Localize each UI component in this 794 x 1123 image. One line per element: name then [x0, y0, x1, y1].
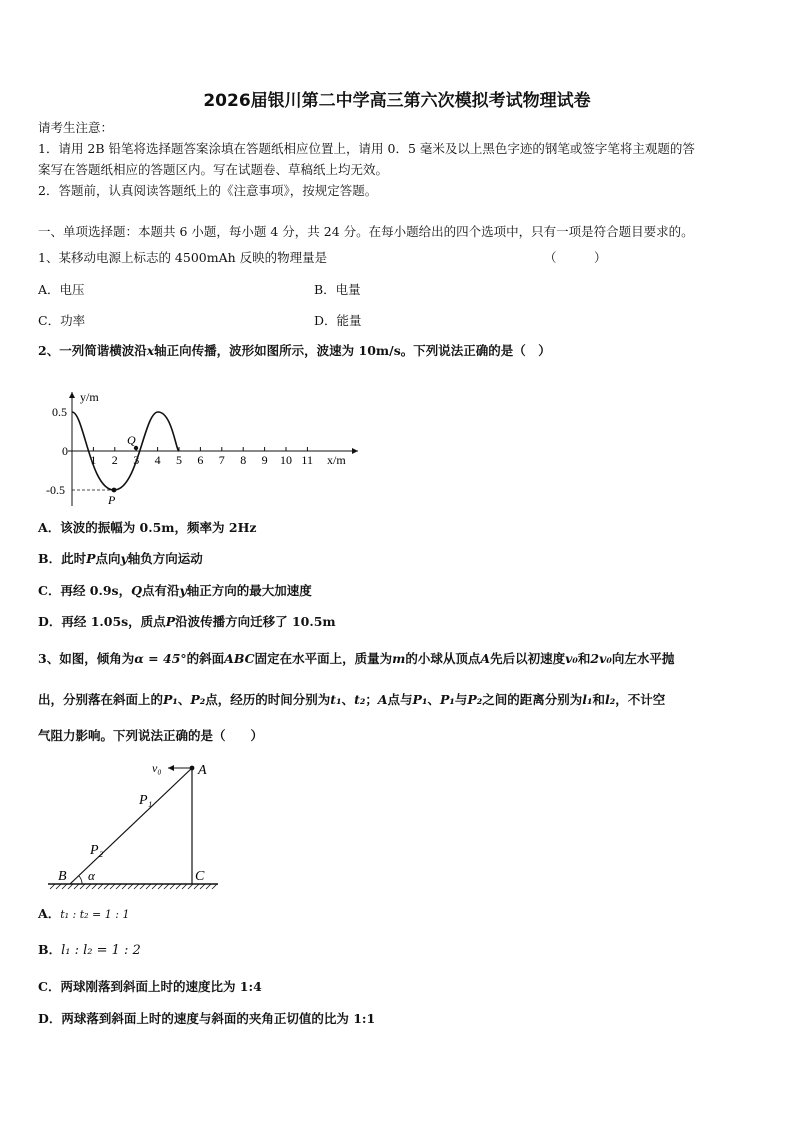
q2-wave-figure [40, 384, 370, 510]
hatch-line [212, 884, 217, 889]
hatch-line [176, 884, 181, 889]
q3-stem-line-2: 出，分别落在斜面上的P₁、P₂点，经历的时间分别为t₁、t₂；A点与P₁、P₁与P₂之间的距离分别为l₁和l₂，不计空 [38, 692, 666, 707]
hatch-line [140, 884, 145, 889]
x-tick-label-5: 5 [176, 453, 182, 467]
x-tick-label-9: 9 [261, 453, 268, 467]
q1-stem: 1、某移动电源上标志的 4500mAh 反映的物理量是 [38, 250, 328, 265]
q1-answer-bracket: （ ） [544, 250, 607, 265]
hatch-line [116, 884, 121, 889]
hatch-line [68, 884, 73, 889]
hatch-line [128, 884, 133, 889]
hatch-line [92, 884, 97, 889]
page-title: 2026届银川第二中学高三第六次模拟考试物理试卷 [203, 91, 591, 111]
ball-at-a [190, 766, 195, 771]
q2-option-b: B．此时P点向y轴负方向运动 [38, 551, 203, 566]
hatch-line [98, 884, 103, 889]
x-tick-label-11: 11 [301, 453, 313, 467]
hatch-line [86, 884, 91, 889]
q2-option-c: C．再经 0.9s，Q点有沿y轴正方向的最大加速度 [38, 583, 312, 598]
notice-item-2: 2．答题前，认真阅读答题纸上的《注意事项》，按规定答题。 [38, 183, 378, 198]
hatch-line [170, 884, 175, 889]
y-tick-neg-0.5: -0.5 [46, 483, 65, 497]
q3-option-b: B．l₁ : l₂ = 1 : 2 [38, 942, 141, 958]
hatch-line [194, 884, 199, 889]
ground-hatch [50, 884, 217, 889]
hatch-line [206, 884, 211, 889]
hatch-line [182, 884, 187, 889]
hatch-line [164, 884, 169, 889]
q1-option-d: D．能量 [314, 313, 362, 328]
q1-option-a: A．电压 [38, 282, 85, 297]
x-tick-label-1: 1 [90, 453, 97, 467]
hatch-line [110, 884, 115, 889]
q3-option-c: C．两球刚落到斜面上时的速度比为 1:4 [38, 979, 262, 994]
v0-label: v₀ [152, 761, 162, 775]
notice-item-1-line-2: 案写在答题纸相应的答题区内。写在试题卷、草稿纸上均无效。 [38, 162, 389, 177]
angle-alpha-label: α [88, 868, 95, 883]
hatch-line [122, 884, 127, 889]
vertex-c-label: C [195, 869, 205, 884]
hatch-line [104, 884, 109, 889]
vertex-a-label: A [198, 763, 207, 778]
notice-heading: 请考生注意： [38, 120, 114, 135]
x-axis-label: x/m [327, 453, 346, 467]
angle-arc [79, 876, 82, 884]
q3-option-a: A．t₁ : t₂ = 1 : 1 [38, 906, 130, 921]
x-ticks [90, 447, 313, 467]
hatch-line [152, 884, 157, 889]
x-tick-label-2: 2 [111, 453, 118, 467]
x-tick-label-10: 10 [280, 453, 292, 467]
hatch-line [56, 884, 61, 889]
point-p-dot [112, 488, 117, 493]
hatch-line [50, 884, 55, 889]
q3-option-d: D．两球落到斜面上时的速度与斜面的夹角正切值的比为 1:1 [38, 1011, 376, 1026]
x-tick-label-8: 8 [240, 453, 247, 467]
x-tick-label-7: 7 [218, 453, 225, 467]
section-1-heading: 一、单项选择题：本题共 6 小题，每小题 4 分，共 24 分。在每小题给出的四个选项中，只有一项是符合题目要求的。 [38, 224, 694, 239]
x-tick-label-6: 6 [197, 453, 204, 467]
hatch-line [80, 884, 85, 889]
hatch-line [74, 884, 79, 889]
q1-option-b: B．电量 [314, 282, 361, 297]
q2-option-d: D．再经 1.05s，质点P沿波传播方向迁移了 10.5m [38, 614, 336, 629]
q2-stem: 2、一列简谐横波沿x轴正向传播，波形如图所示，波速为 10m/s。下列说法正确的是（ ） [38, 343, 551, 358]
vertex-b-label: B [58, 869, 67, 884]
y-axis-label: y/m [80, 390, 99, 404]
point-p2-label: P₂ [90, 843, 104, 858]
point-p-label: P [108, 493, 116, 507]
q1-option-c: C．功率 [38, 313, 86, 328]
point-p1-label: P₁ [139, 793, 153, 808]
hatch-line [200, 884, 205, 889]
q3-stem-line-1: 3、如图，倾角为α = 45°的斜面ABC固定在水平面上，质量为m的小球从顶点A先后以初速度v₀和2v₀向左水平抛 [38, 651, 675, 666]
point-q-label: Q [127, 433, 136, 447]
y-tick-0.5: 0.5 [52, 405, 67, 419]
hatch-line [146, 884, 151, 889]
notice-item-1-line-1: 1．请用 2B 铅笔将选择题答案涂填在答题纸相应位置上，请用 0．5 毫米及以上黑色字迹的钢笔或签字笔将主观题的答 [38, 141, 695, 156]
q3-incline-figure [44, 758, 224, 892]
q3-stem-line-3: 气阻力影响。下列说法正确的是（ ） [38, 728, 264, 743]
hatch-line [188, 884, 193, 889]
v0-arrowhead [168, 765, 174, 771]
x-tick-label-3: 3 [133, 453, 140, 467]
hatch-line [134, 884, 139, 889]
hatch-line [158, 884, 163, 889]
y-tick-0: 0 [62, 444, 68, 458]
x-tick-label-4: 4 [154, 453, 161, 467]
hatch-line [62, 884, 67, 889]
incline-ab [70, 768, 192, 884]
q2-option-a: A．该波的振幅为 0.5m，频率为 2Hz [38, 520, 257, 535]
